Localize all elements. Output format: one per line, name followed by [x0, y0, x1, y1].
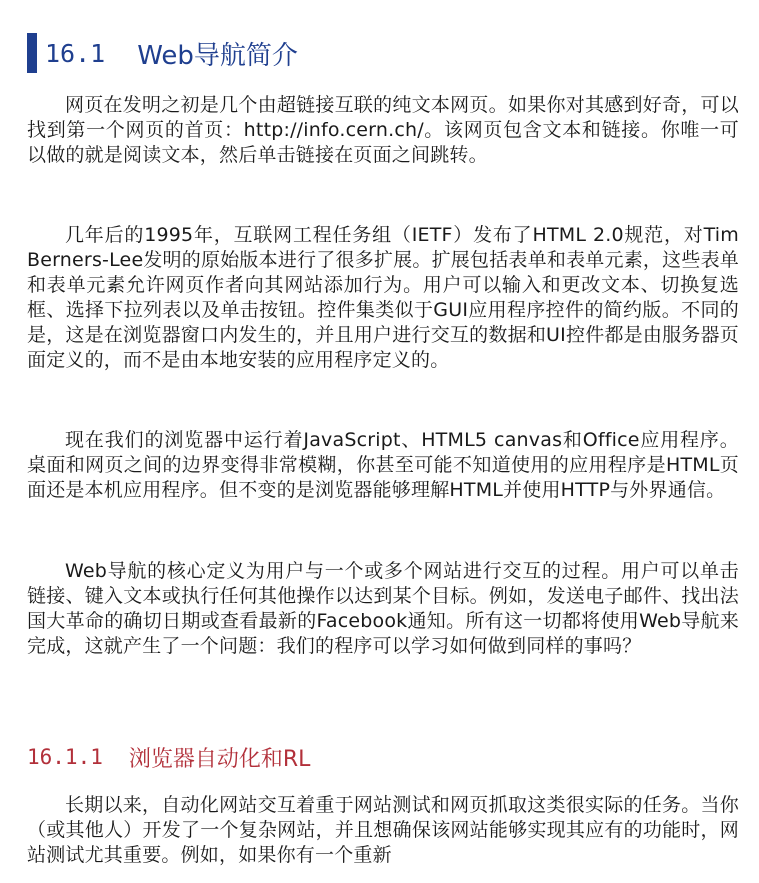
subsection-heading: [27, 742, 310, 772]
subsection-paragraph: 长期以来，自动化网站交互着重于网站测试和网页抓取这类很实际的任务。当你（或其他人）开发了一个复杂网站，并且想确保该网站能够实现其应有的功能时，网站测试尤其重要。例如，如果你有一个重新: [27, 794, 739, 866]
subsection-number: 16.1.1: [27, 745, 103, 769]
section-heading: [27, 33, 298, 73]
paragraph-4: Web导航的核心定义为用户与一个或多个网站进行交互的过程。用户可以单击链接、键入文本或执行任何其他操作以达到某个目标。例如，发送电子邮件、找出法国大革命的确切日期或查看最新的Facebook通知。所有这一切都将使用Web导航来完成，这就产生了一个问题：我们的程序可以学习如何做到同样的事吗？: [27, 560, 739, 657]
subsection-title: 浏览器自动化和RL: [128, 746, 311, 772]
section-title: Web导航简介: [137, 40, 298, 71]
paragraph-3: 现在我们的浏览器中运行着JavaScript、HTML5 canvas和Office应用程序。桌面和网页之间的边界变得非常模糊，你甚至可能不知道使用的应用程序是HTML页面还是本机应用程序。但不变的是浏览器能够理解HTML并使用HTTP与外界通信。: [27, 429, 739, 501]
paragraph-2: 几年后的1995年，互联网工程任务组（IETF）发布了HTML 2.0规范，对Tim Berners-Lee发明的原始版本进行了很多扩展。扩展包括表单和表单元素，这些表单和表单元素允许网页作者向其网站添加行为。用户可以输入和更改文本、切换复选框、选择下拉列表以及单击按钮。控件集类似于GUI应用程序控件的简约版。不同的是，这是在浏览器窗口内发生的，并且用户进行交互的数据和UI控件都是由服务器页面定义的，而不是由本地安装的应用程序定义的。: [27, 224, 739, 371]
paragraph-1: 网页在发明之初是几个由超链接互联的纯文本网页。如果你对其感到好奇，可以找到第一个网页的首页：http://info.cern.ch/。该网页包含文本和链接。你唯一可以做的就是阅读文本，然后单击链接在页面之间跳转。: [27, 94, 739, 166]
section-number: 16.1: [45, 38, 106, 68]
section-marker-bar: [27, 33, 37, 73]
